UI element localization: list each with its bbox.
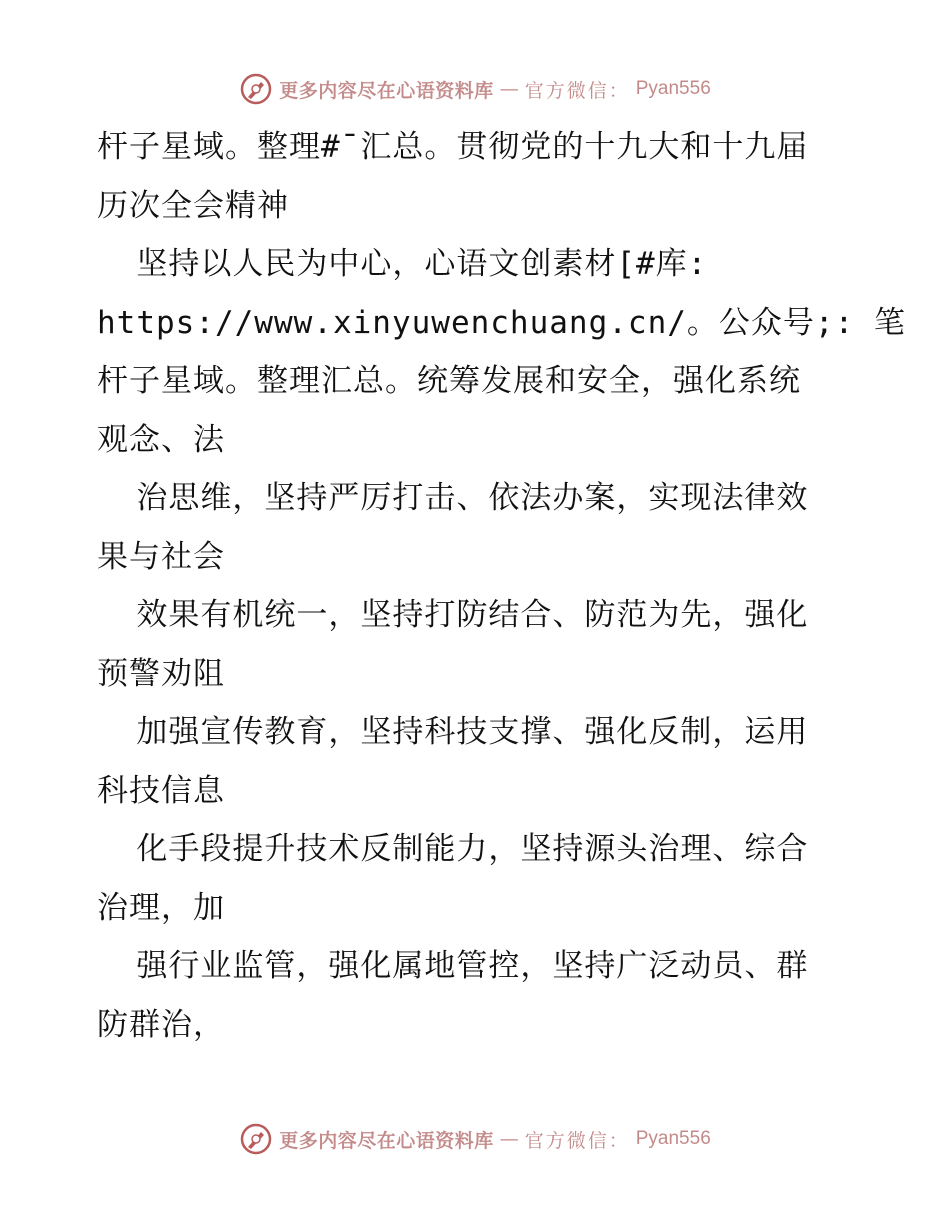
watermark-id: Pyan556 (635, 78, 711, 99)
footer-watermark (0, 1122, 950, 1156)
pen-logo-icon (239, 1122, 273, 1156)
watermark-dash: — (499, 1128, 519, 1150)
text-line: 效果有机统一，坚持打防结合、防范为先，强化 (97, 597, 809, 633)
text-line: 科技信息 (97, 772, 225, 809)
watermark-label: 官方微信： (524, 1129, 630, 1152)
text-line: https://www.xinyuwenchuang.cn/。公众号;: 笔 (97, 304, 906, 341)
text-line: 预警劝阻 (97, 655, 225, 692)
header-watermark (0, 72, 950, 106)
watermark-brand: 更多内容尽在心语资料库 (279, 79, 494, 102)
text-line: 杆子星域。整理汇总。统筹发展和安全，强化系统 (97, 363, 801, 399)
text-line: 观念、法 (97, 421, 225, 458)
text-line: 历次全会精神 (97, 187, 289, 224)
text-line: 果与社会 (97, 538, 225, 575)
text-line: 加强宣传教育，坚持科技支撑、强化反制，运用 (97, 714, 809, 750)
text-line: 治理，加 (97, 889, 225, 926)
document-body (97, 118, 906, 1054)
text-line: 化手段提升技术反制能力，坚持源头治理、综合 (97, 831, 809, 867)
text-line: 治思维，坚持严厉打击、依法办案，实现法律效 (97, 480, 809, 516)
watermark-label: 官方微信： (524, 79, 630, 102)
text-line: 防群治， (97, 1006, 225, 1043)
text-line: 坚持以人民为中心，心语文创素材[#库: (97, 246, 708, 282)
text-line: 强行业监管，强化属地管控，坚持广泛动员、群 (97, 948, 809, 984)
watermark-brand: 更多内容尽在心语资料库 (279, 1129, 494, 1152)
pen-logo-icon (239, 72, 273, 106)
watermark-id: Pyan556 (635, 1128, 711, 1149)
text-line: 杆子星域。整理#¯汇总。贯彻党的十九大和十九届 (97, 129, 809, 165)
watermark-dash: — (499, 78, 519, 100)
